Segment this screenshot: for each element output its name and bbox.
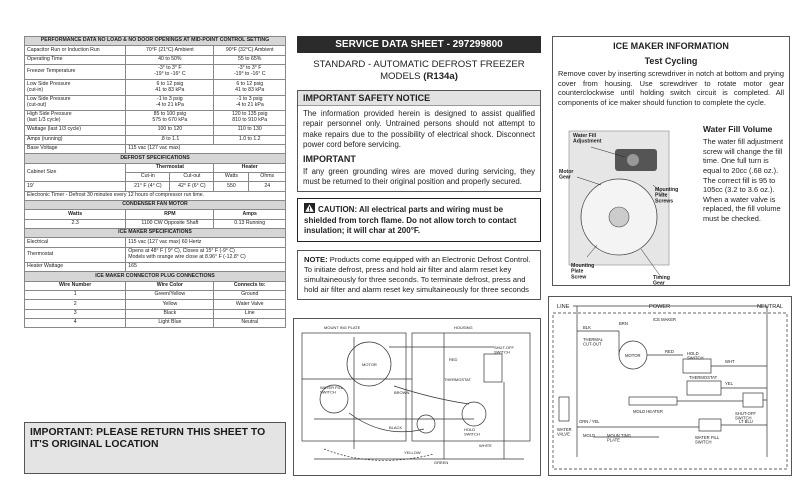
plug-cell: Light Blue [126, 319, 214, 328]
wire-blk: BLK [583, 325, 591, 330]
plug-title: ICE MAKER CONNECTOR PLUG CONNECTIONS [25, 272, 286, 281]
plug-cell: 4 [25, 319, 126, 328]
plug-cell: Black [126, 309, 214, 318]
water-fill-switch-symbol [699, 419, 721, 431]
defrost-title: DEFROST SPECIFICATIONS [25, 154, 286, 163]
wire-yel: YEL [725, 381, 733, 386]
label-water-fill-adjustment: Water Fill Adjustment [573, 133, 602, 145]
wm-shutoff: SHUT-OFF SWITCH [494, 345, 514, 355]
label-timing-gear: Timing Gear [653, 275, 670, 287]
wm-green: GREEN [434, 460, 449, 465]
sheet-subtitle [297, 59, 541, 83]
hold-switch-symbol [683, 359, 711, 373]
caution-box [297, 198, 541, 242]
note-label: NOTE: [304, 254, 328, 264]
schematic-neutral: NEUTRAL [757, 304, 784, 310]
important-text: If any green grounding wires are moved during servicing, they must be returned to their original position and properly secured. [303, 167, 535, 187]
caution-text: CAUTION: All electrical parts and wiring must be shielded from torch flame. Do not allow torch to contact insulation; it will char at 200°F. [304, 204, 517, 236]
hold-switch-shape [462, 402, 486, 426]
test-cycling-title: Test Cycling [644, 56, 698, 66]
note-text: Products come equipped with an Electronic Defrost Control. To initiate defrost, press and hold air filter and alarm reset key simultaineously for three seconds. To terminate defrost, press and hold air filter and alarm reset key simultaineously for three seconds [304, 254, 531, 294]
note-box [297, 250, 541, 300]
defrost-size: 19' [25, 182, 126, 191]
ice-thermostat-value: Opens at 48° F ( 9° C), Closes at 15° F (-9° C) Models with orange wire close at 8.96° F (-12.8° C) [126, 247, 286, 262]
heater-wattage-label: Heater Wattage [25, 263, 126, 272]
condenser-amps: 0.13 Running [214, 219, 286, 228]
subtitle-line-1: STANDARD - AUTOMATIC DEFROST FREEZER [313, 59, 525, 70]
plug-row [25, 300, 286, 309]
ice-maker-schematic [548, 296, 792, 476]
performance-cell-v90: -1 to 3 psig -4 to 21 kPa [214, 95, 286, 110]
schematic-line: LINE [557, 304, 570, 310]
plug-cell: 2 [25, 300, 126, 309]
left-specs-column [24, 36, 286, 328]
wm-housing: HOUSING [454, 325, 473, 330]
safety-text: The information provided herein is designed to assist qualified repair personnel only. Untrained persons should not attempt to make repairs due to the possibility of electrical shock. Disconnect power cord before servicing. [303, 108, 535, 149]
plug-cell: Ground [214, 291, 286, 300]
performance-cell-v90: 110 to 130 [214, 126, 286, 135]
wm-water-fill: WATER FILL SWITCH [320, 385, 344, 395]
schematic-shutoff: SHUT-OFF SWITCH [735, 411, 756, 421]
wm-thermostat: THERMOSTAT [444, 377, 471, 382]
plug-cell: 1 [25, 291, 126, 300]
service-data-sheet-header: SERVICE DATA SHEET - 297299800 [297, 36, 541, 53]
refrigerant-label: (R134a) [423, 70, 458, 82]
schematic-motor: MOTOR [625, 353, 641, 358]
test-cycling-text: Remove cover by inserting screwdriver in notch at bottom and prying cover from housing. Use screwdriver to rotate motor gear counterclockwise until holding switch circuit is completed. All components of ice maker should function to complete the cycle. [558, 69, 784, 107]
cut-out-header: Cut-out [170, 173, 214, 182]
defrost-watts: 550 [214, 182, 249, 191]
middle-column [297, 36, 541, 300]
performance-cell-v90: 120 to 135 psig 810 to 910 kPa [214, 110, 286, 125]
performance-cell-v70: 6 to 12 psig 41 to 83 kPa [126, 80, 214, 95]
water-fill-volume-text: The water fill adjustment screw will change the fill time. One full turn is equal to 20cc (.68 oz.). The correct fill is 95 to 105cc (3.2 to 3.6 oz.). When a water valve is replaced, the fill volume must be checked. [703, 137, 784, 223]
schematic-mold-heater: MOLD HEATER [633, 409, 663, 414]
wire-wht: WHT [725, 359, 735, 364]
shutoff-switch-shape [484, 354, 502, 382]
performance-cell-v70: 85 to 100 psig 575 to 670 kPa [126, 110, 214, 125]
water-fill-volume-title: Water Fill Volume [703, 124, 773, 134]
performance-title: PERFORMANCE DATA NO LOAD & NO DOOR OPENINGS AT MID-POINT CONTROL SETTING [25, 37, 286, 46]
performance-cell-label: Capacitor Run or Induction Run [25, 46, 126, 55]
heater-wattage-value: 165 [126, 263, 286, 272]
plug-row [25, 309, 286, 318]
wm-hold-switch: HOLD SWITCH [464, 427, 480, 437]
ohms-header: Ohms [249, 173, 286, 182]
performance-cell-v70: .8 to 1.1 [126, 135, 214, 144]
plug-row [25, 291, 286, 300]
plug-cell: 3 [25, 309, 126, 318]
performance-cell-label: Wattage (last 1/3 cycle) [25, 126, 126, 135]
wm-brown: BROWN [394, 390, 410, 395]
condenser-rpm-header: RPM [126, 210, 214, 219]
performance-row [25, 80, 286, 95]
condenser-title: CONDENSER FAN MOTOR [25, 201, 286, 210]
cabinet-size-label: Cabinet Size [25, 163, 126, 182]
performance-cell-v90: 90°F (32°C) Ambient [214, 46, 286, 55]
plug-rows [25, 291, 286, 328]
watts-header: Watts [214, 173, 249, 182]
shutoff-switch-symbol [743, 393, 763, 407]
performance-cell-v90: -3° to 3° F -19° to -16° C [214, 65, 286, 80]
performance-row [25, 110, 286, 125]
base-voltage-value: 115 vac (127 vac max) [126, 144, 286, 153]
safety-title: IMPORTANT SAFETY NOTICE [298, 91, 540, 106]
plug-cell: Green/Yellow [126, 291, 214, 300]
thermostat-symbol [687, 381, 721, 395]
performance-rows [25, 46, 286, 145]
schematic-water-valve: WATER VALVE [557, 427, 572, 437]
performance-row [25, 95, 286, 110]
performance-cell-v70: -3° to 3° F -19° to -16° C [126, 65, 214, 80]
electrical-value: 115 vac (127 vac max) 60 Hertz [126, 238, 286, 247]
performance-row [25, 55, 286, 64]
subtitle-line-2: MODELS [380, 70, 421, 82]
wire-grn: GRN / YEL [579, 419, 600, 424]
performance-cell-v70: -1 to 3 psig -4 to 21 kPa [126, 95, 214, 110]
ice-maker-information-box [552, 36, 790, 286]
water-fill-volume-section [703, 124, 787, 224]
label-mounting-plate-screw: Mounting Plate Screw [571, 263, 595, 281]
plug-row [25, 319, 286, 328]
label-motor-gear: Motor Gear [559, 169, 574, 181]
important-title: IMPORTANT [303, 154, 356, 165]
wm-black: BLACK [389, 425, 403, 430]
wm-mounting-plate: MOUNT ING PLATE [324, 325, 361, 330]
performance-row [25, 126, 286, 135]
wm-white: WHITE [479, 443, 492, 448]
schematic-mounting-plate: MOUN TING PLATE [607, 433, 631, 443]
performance-cell-label: Operating Time [25, 55, 126, 64]
defrost-timer-note: Electronic Timer - Defrost 30 minutes every 12 hours of compressor run time. [25, 191, 286, 200]
plug-header-color: Wire Color [126, 281, 214, 290]
wm-motor: MOTOR [362, 362, 377, 367]
condenser-watts-header: Watts [25, 210, 126, 219]
thermostat-header: Thermostat [126, 163, 214, 172]
icemaker-wiring-diagram [293, 318, 541, 476]
performance-row [25, 135, 286, 144]
base-voltage-label: Base Voltage [25, 144, 126, 153]
performance-cell-label: Freezer Temperature [25, 65, 126, 80]
cut-in-header: Cut-in [126, 173, 170, 182]
plug-cell: Line [214, 309, 286, 318]
plug-cell: Neutral [214, 319, 286, 328]
warning-triangle-icon [304, 203, 315, 216]
schematic-power: POWER [649, 304, 671, 310]
defrost-cut-out: 42° F (6° C) [170, 182, 214, 191]
performance-cell-label: High Side Pressure (last 1/3 cycle) [25, 110, 126, 125]
performance-row [25, 46, 286, 55]
condenser-rpm: 1100 CW Opposite Shaft [126, 219, 214, 228]
mold-heater-symbol [629, 397, 677, 405]
wm-red: RED [449, 357, 458, 362]
condenser-amps-header: Amps [214, 210, 286, 219]
schematic-mold: MOLD [583, 433, 596, 438]
safety-notice-box [297, 90, 541, 192]
performance-cell-v90: 55 to 65% [214, 55, 286, 64]
schematic-ice-maker: ICE MAKER [653, 317, 677, 322]
label-mounting-plate-screws: Mounting Plate Screws [655, 187, 679, 205]
performance-cell-label: Amps (running) [25, 135, 126, 144]
plug-header-number: Wire Number [25, 281, 126, 290]
icemaker-photo-diagram [557, 125, 699, 286]
electrical-label: Electrical [25, 238, 126, 247]
return-sheet-note: IMPORTANT: PLEASE RETURN THIS SHEET TO IT'S ORIGINAL LOCATION [24, 422, 286, 474]
ice-thermostat-label: Thermostat [25, 247, 126, 262]
performance-cell-label: Low Side Pressure (cut-in) [25, 80, 126, 95]
wire-brn: BRN [619, 321, 628, 326]
performance-cell-label: Low Side Pressure (cut-out) [25, 95, 126, 110]
condenser-watts: 2.3 [25, 219, 126, 228]
water-valve-symbol [559, 397, 569, 421]
performance-cell-v70: 40 to 50% [126, 55, 214, 64]
performance-data-table [24, 36, 286, 328]
wm-yellow: YELLOW [404, 450, 421, 455]
schematic-thermal-cutout: THERMAL CUT-OUT [583, 337, 604, 347]
heater-header: Heater [214, 163, 286, 172]
plug-header-connects: Connects to: [214, 281, 286, 290]
schematic-water-fill-switch: WATER FILL SWITCH [695, 435, 720, 445]
schematic-thermostat: THERMOSTAT [689, 375, 718, 380]
wire-red: RED [665, 349, 674, 354]
performance-cell-v70: 70°F (21°C) Ambient [126, 46, 214, 55]
plug-cell: Yellow [126, 300, 214, 309]
performance-cell-v90: 6 to 12 psig 41 to 83 kPa [214, 80, 286, 95]
defrost-ohms: 24 [249, 182, 286, 191]
performance-cell-v70: 100 to 120 [126, 126, 214, 135]
wire-ltblu: LT BLU [739, 419, 753, 424]
performance-row [25, 65, 286, 80]
icemaker-spec-title: ICE MAKER SPECIFICATIONS [25, 229, 286, 238]
plug-cell: Water Valve [214, 300, 286, 309]
defrost-cut-in: 21° F (4° C) [126, 182, 170, 191]
schematic-hold-switch: HOLD SWITCH [687, 351, 704, 361]
ice-info-title: ICE MAKER INFORMATION [613, 41, 729, 51]
performance-cell-v90: 1.0 to 1.2 [214, 135, 286, 144]
